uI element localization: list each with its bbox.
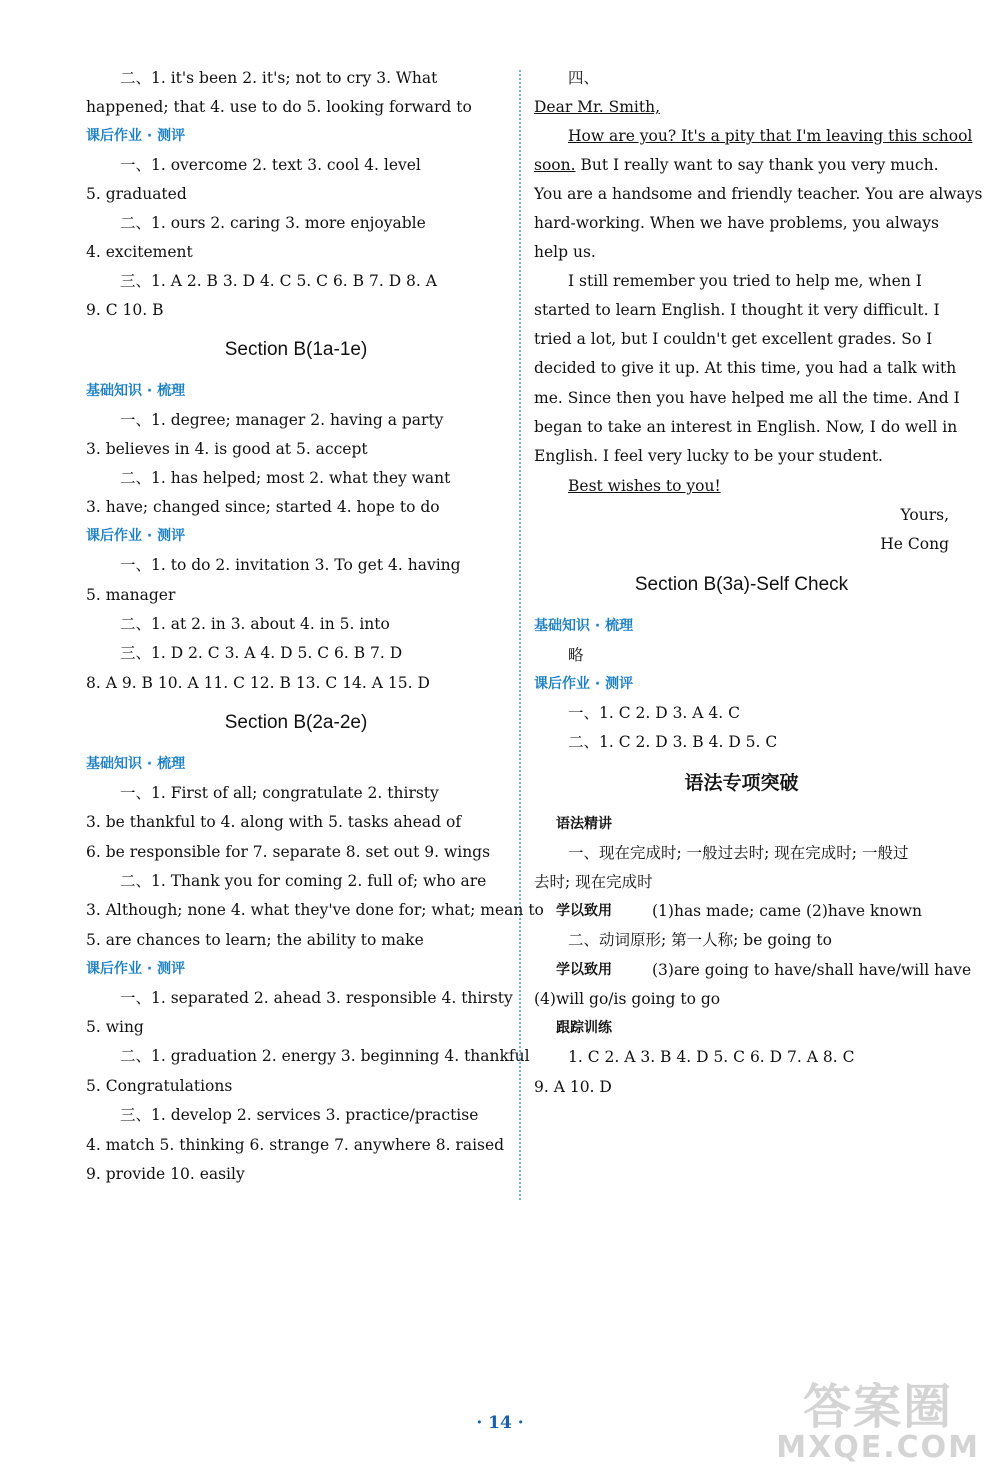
answer-line: 3. be thankful to 4. along with 5. tasks ahead of	[86, 813, 462, 831]
letter-greeting: Dear Mr. Smith,	[534, 98, 661, 116]
answer-line: 二、1. graduation 2. energy 3. beginning 4. thankful	[120, 1047, 530, 1065]
answer-line: 一、1. overcome 2. text 3. cool 4. level	[120, 156, 421, 174]
answer-line: 5. Congratulations	[86, 1077, 233, 1095]
letter-line: tried a lot, but I couldn't get excellent grades. So I	[534, 330, 933, 348]
section-heading: Section B(1a-1e)	[224, 339, 368, 360]
letter-line: hard-working. When we have problems, you always	[534, 214, 939, 232]
answer-line: 二、1. ours 2. caring 3. more enjoyable	[120, 214, 426, 232]
letter-signature: He Cong	[880, 535, 949, 553]
letter-word: But I really want to say thank you very much.	[575, 156, 939, 174]
answer-line: 二、1. has helped; most 2. what they want	[120, 469, 451, 487]
section-heading: Section B(3a)-Self Check	[634, 574, 849, 595]
answer-line: 4. match 5. thinking 6. strange 7. anywhere 8. raised	[86, 1136, 505, 1154]
answer-line: 一、现在完成时; 一般过去时; 现在完成时; 一般过	[568, 844, 909, 862]
letter-line: help us.	[534, 243, 596, 261]
answer-line: 一、1. to do 2. invitation 3. To get 4. having	[120, 556, 461, 574]
answer-line: 5. manager	[86, 586, 176, 604]
site-watermark	[776, 1381, 980, 1463]
answer-line: 二、1. C 2. D 3. B 4. D 5. C	[568, 733, 778, 751]
letter-closing: Best wishes to you!	[568, 477, 721, 495]
answer-line: 一、1. separated 2. ahead 3. responsible 4. thirsty	[120, 989, 513, 1007]
answer-line: happened; that 4. use to do 5. looking forward to	[86, 98, 472, 116]
answer-line: 略	[568, 646, 584, 664]
answer-line: 二、1. at 2. in 3. about 4. in 5. into	[120, 615, 390, 633]
answer-line: 三、1. develop 2. services 3. practice/practise	[120, 1106, 479, 1124]
subsection-label: 学以致用	[556, 962, 612, 978]
answer-line: 6. be responsible for 7. separate 8. set out 9. wings	[86, 843, 491, 861]
watermark-line: 答案圈	[803, 1379, 954, 1435]
section-heading: Section B(2a-2e)	[224, 712, 368, 733]
letter-line: How are you? It's a pity that I'm leaving this school	[568, 127, 973, 145]
answer-line: 一、1. C 2. D 3. A 4. C	[568, 704, 740, 722]
answer-line: 二、1. it's been 2. it's; not to cry 3. What	[120, 69, 438, 87]
letter-line	[534, 155, 939, 175]
section-label: 基础知识 · 梳理	[534, 618, 634, 634]
letter-line: began to take an interest in English. Now, I do well in	[534, 418, 958, 436]
answer-line: 8. A 9. B 10. A 11. C 12. B 13. C 14. A 15. D	[86, 674, 430, 692]
letter-line: me. Since then you have helped me all the time. And I	[534, 389, 960, 407]
answer-line: 三、1. A 2. B 3. D 4. C 5. C 6. B 7. D 8. A	[120, 272, 437, 290]
page-number: · 14 ·	[476, 1413, 524, 1433]
section-heading: 语法专项突破	[684, 772, 799, 794]
section-label: 课后作业 · 测评	[86, 528, 186, 544]
letter-word: soon.	[534, 156, 576, 174]
answer-line: 3. have; changed since; started 4. hope to do	[86, 498, 440, 516]
letter-line: decided to give it up. At this time, you had a talk with	[534, 359, 957, 377]
section-label: 课后作业 · 测评	[534, 676, 634, 692]
answer-line: 二、动词原形; 第一人称; be going to	[568, 931, 832, 949]
letter-line: started to learn English. I thought it very difficult. I	[534, 301, 940, 319]
answer-line: 3. Although; none 4. what they've done for; what; mean to	[86, 901, 544, 919]
letter-line: I still remember you tried to help me, when I	[568, 272, 922, 290]
section-label: 课后作业 · 测评	[86, 961, 186, 977]
answer-line: 5. graduated	[86, 185, 187, 203]
answer-line: 一、1. First of all; congratulate 2. thirsty	[120, 784, 439, 802]
answer-line: 9. A 10. D	[534, 1078, 612, 1096]
answer-line: 5. wing	[86, 1018, 144, 1036]
letter-yours: Yours,	[900, 506, 949, 524]
answer-line: 9. C 10. B	[86, 301, 164, 319]
answer-line: 1. C 2. A 3. B 4. D 5. C 6. D 7. A 8. C	[568, 1048, 855, 1066]
question-number: 四、	[568, 69, 600, 87]
answer-line: 4. excitement	[86, 243, 193, 261]
letter-line: You are a handsome and friendly teacher. You are always	[534, 185, 983, 203]
watermark-line: MXQE.COM	[776, 1430, 980, 1465]
subsection-label: 语法精讲	[556, 816, 612, 832]
answer-line: 二、1. Thank you for coming 2. full of; who are	[120, 872, 487, 890]
subsection-label: 跟踪训练	[556, 1020, 612, 1036]
section-label: 课后作业 · 测评	[86, 128, 186, 144]
subsection-label: 学以致用	[556, 903, 612, 919]
answer-line: 一、1. degree; manager 2. having a party	[120, 411, 444, 429]
column-divider	[519, 70, 521, 1200]
answer-line: 3. believes in 4. is good at 5. accept	[86, 440, 368, 458]
answer-line: 去时; 现在完成时	[534, 873, 653, 891]
answer-line: 5. are chances to learn; the ability to make	[86, 931, 424, 949]
letter-line: English. I feel very lucky to be your student.	[534, 447, 883, 465]
answer-line: 三、1. D 2. C 3. A 4. D 5. C 6. B 7. D	[120, 644, 403, 662]
answer-line: (4)will go/is going to go	[534, 990, 721, 1008]
answer-line: (1)has made; came (2)have known	[652, 902, 922, 920]
answer-line: 9. provide 10. easily	[86, 1165, 245, 1183]
section-label: 基础知识 · 梳理	[86, 383, 186, 399]
section-label: 基础知识 · 梳理	[86, 756, 186, 772]
answer-line: (3)are going to have/shall have/will have	[652, 961, 972, 979]
